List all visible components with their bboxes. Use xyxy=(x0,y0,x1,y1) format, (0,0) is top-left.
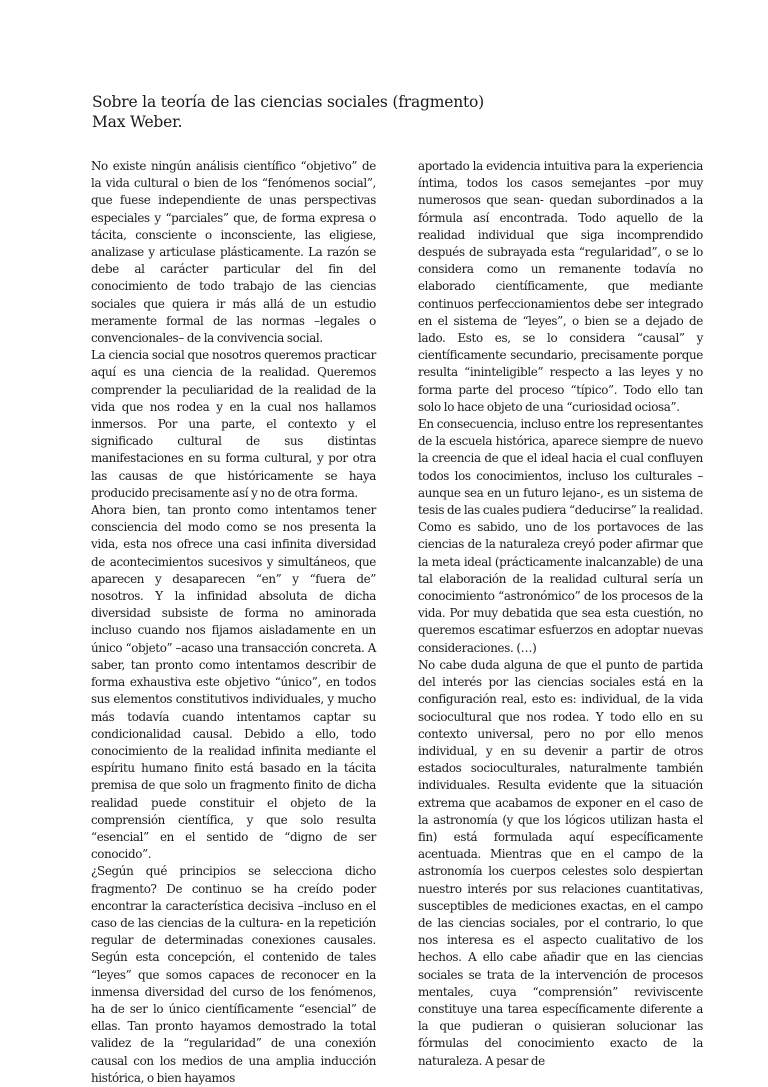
paragraph: Ahora bien, tan pronto como intentamos tener consciencia del modo como se nos presenta la vida, esta nos ofrece una casi infinita diversidad de acontecimientos sucesivos y simultáneos, que aparecen y desaparecen “en” y “fuera de” nosotros. Y la infinidad absoluta de dicha diversidad subsiste de forma no aminorada incluso cuando nos fijamos aisladamente en un único “objeto” –acaso una transacción concreta. A saber, tan pronto como intentamos describir de forma exhaustiva este objetivo “único”, en todos sus elementos constitutivos individuales, y mucho más todavía cuando intentamos captar su condicionalidad causal. Debido a ello, todo conocimiento de la realidad infinita mediante el espíritu humano finito está basado en la tácita premisa de que solo un fragmento finito de dicha realidad puede constituir el objeto de la comprensión científica, y que solo resulta “esencial” en el sentido de “digno de ser conocido”. xyxy=(91,503,376,862)
paragraph: No cabe duda alguna de que el punto de partida del interés por las ciencias sociales está en la configuración real, esto es: individual, de la vida sociocultural que nos rodea. Y todo ello en su contexto universal, pero no por ello menos individual, y en su devenir a partir de otros estados socioculturales, naturalmente también individuales. Resulta evidente que la situación extrema que acabamos de exponer en el caso de la astronomía (y que los lógicos utilizan hasta el fin) está formulada aquí específicamente acentuada. Mientras que en el campo de la astronomía los cuerpos celestes solo despiertan nuestro interés por sus relaciones cuantitativas, susceptibles de mediciones exactas, en el campo de las ciencias sociales, por el contrario, lo que nos interesa es el aspecto cualitativo de los hechos. A ello cabe añadir que en las ciencias sociales se trata de la intervención de procesos mentales, cuya “comprensión” reviviscente constituye una tarea específicamente diferente a la que pudieran o quisieran solucionar las fórmulas del conocimiento exacto de la naturaleza. A pesar de xyxy=(418,657,703,1068)
document-author: Max Weber. xyxy=(92,113,183,131)
document-header xyxy=(92,92,692,132)
left-column xyxy=(91,158,376,1087)
document-title: Sobre la teoría de las ciencias sociales (fragmento) xyxy=(92,93,485,111)
paragraph: La ciencia social que nosotros queremos practicar aquí es una ciencia de la realidad. Queremos comprender la peculiaridad de la realidad de la vida que nos rodea y en la cual nos hallamos inmersos. Por una parte, el contexto y el significado cultural de sus distintas manifestaciones en su forma cultural, y por otra las causas de que históricamente se haya producido precisamente así y no de otra forma. xyxy=(91,348,376,500)
paragraph: No existe ningún análisis científico “objetivo” de la vida cultural o bien de los “fenómenos social”, que fuese independiente de unas perspectivas especiales y “parciales” que, de forma expresa o tácita, consciente o inconsciente, las eligiese, analizase y articulase plásticamente. La razón se debe al carácter particular del fin del conocimiento de todo trabajo de las ciencias sociales que quiera ir más allá de un estudio meramente formal de las normas –legales o convencionales– de la convivencia social. xyxy=(91,159,376,346)
paragraph: ¿Según qué principios se selecciona dicho fragmento? De continuo se ha creído poder encontrar la característica decisiva –incluso en el caso de las ciencias de la cultura- en la repetición regular de determinadas conexiones causales. Según esta concepción, el contenido de tales “leyes” que somos capaces de reconocer en la inmensa diversidad del curso de los fenómenos, ha de ser lo único científicamente “esencial” de ellas. Tan pronto hayamos demostrado la total validez de la “regularidad” de una conexión causal con los medios de una amplia inducción histórica, o bien hayamos xyxy=(91,864,376,1085)
right-column xyxy=(418,158,703,1070)
paragraph: aportado la evidencia intuitiva para la experiencia íntima, todos los casos semejantes –por muy numerosos que sean- quedan subordinados a la fórmula así encontrada. Todo aquello de la realidad individual que siga incomprendido después de subrayada esta “regularidad”, o se lo considera como un remanente todavía no elaborado científicamente, que mediante continuos perfeccionamientos debe ser integrado en el sistema de “leyes”, o bien se a dejado de lado. Esto es, se lo considera “causal” y científicamente secundario, precisamente porque resulta “ininteligible” respecto a las leyes y no forma parte del proceso “típico”. Todo ello tan solo lo hace objeto de una “curiosidad ociosa”. xyxy=(418,159,703,414)
paragraph: En consecuencia, incluso entre los representantes de la escuela histórica, aparece siempre de nuevo la creencia de que el ideal hacia el cual confluyen todos los conocimientos, incluso los culturales –aunque sea en un futuro lejano-, es un sistema de tesis de las cuales pudiera “deducirse” la realidad. Como es sabido, uno de los portavoces de las ciencias de la naturaleza creyó poder afirmar que la meta ideal (prácticamente inalcanzable) de una tal elaboración de la realidad cultural sería un conocimiento “astronómico” de los procesos de la vida. Por muy debatida que sea esta cuestión, no queremos escatimar esfuerzos en adoptar nuevas consideraciones. (…) xyxy=(418,417,703,655)
